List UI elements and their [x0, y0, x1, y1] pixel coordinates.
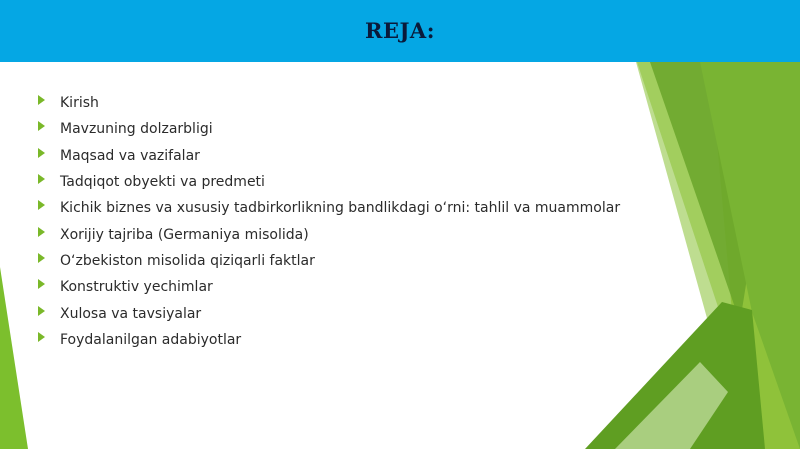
green-triangle-bullet-icon — [38, 200, 45, 210]
agenda-item — [38, 248, 620, 274]
agenda-item-label: Xorijiy tajriba (Germaniya misolida) — [60, 226, 309, 243]
agenda-item — [38, 90, 620, 116]
agenda-item — [38, 195, 620, 221]
agenda-item — [38, 327, 620, 353]
agenda-item-label: Mavzuning dolzarbligi — [60, 121, 213, 138]
green-triangle-bullet-icon — [38, 227, 45, 237]
green-triangle-bullet-icon — [38, 148, 45, 158]
green-triangle-bullet-icon — [38, 253, 45, 263]
agenda-item-label: Xulosa va tavsiyalar — [60, 305, 202, 322]
agenda-item — [38, 274, 620, 300]
green-triangle-bullet-icon — [38, 332, 45, 342]
agenda-item-label: O‘zbekiston misolida qiziqarli faktlar — [60, 252, 315, 269]
slide-title: REJA: — [365, 18, 435, 43]
agenda-list — [38, 90, 620, 353]
green-triangle-bullet-icon — [38, 95, 45, 105]
agenda-item — [38, 143, 620, 169]
green-triangle-bullet-icon — [38, 306, 45, 316]
green-triangle-bullet-icon — [38, 121, 45, 131]
agenda-item — [38, 221, 620, 247]
agenda-item-label: Maqsad va vazifalar — [60, 147, 200, 164]
agenda-item — [38, 300, 620, 326]
agenda-item — [38, 169, 620, 195]
agenda-item-label: Konstruktiv yechimlar — [60, 279, 213, 296]
agenda-item-label: Foydalanilgan adabiyotlar — [60, 331, 242, 348]
agenda-item-label: Kichik biznes va xususiy tadbirkorlikning bandlikdagi o‘rni: tahlil va muammolar — [60, 200, 621, 217]
green-triangle-bullet-icon — [38, 279, 45, 289]
agenda-item-label: Kirish — [60, 95, 99, 112]
agenda-item — [38, 116, 620, 142]
agenda-item-label: Tadqiqot obyekti va predmeti — [60, 174, 265, 191]
green-triangle-bullet-icon — [38, 174, 45, 184]
